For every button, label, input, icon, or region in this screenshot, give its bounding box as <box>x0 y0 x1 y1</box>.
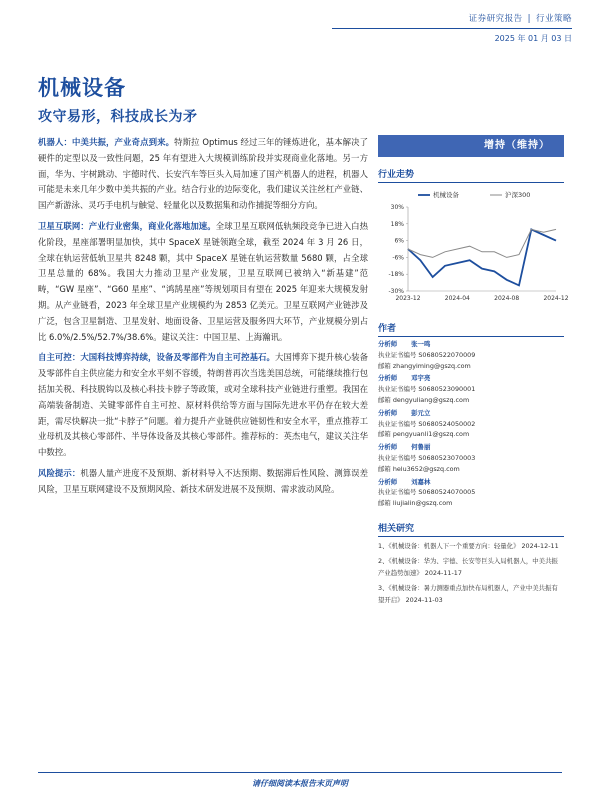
paragraph-body: 大国博弈下提升核心装备及零部件自主供应能力和安全水平刻不容缓，特朗普再次当选美国总统，可能继续推行包括加关税、科技脱钩以及核心科技卡脖子等政策，或对全球科技产业链进行重塑。我国在高端装备制造、关键零部件自主可控、原材料供给等方面与国际先进水平仍存在较大差距，需尽快解决一批“卡脖子”问题。着力提升产业链供应链韧性和安全水平，重点推荐工业母机及其核心零部件、半导体设备及其核心零部件。推荐标的：英杰电气，建议关注华中数控。 <box>38 352 369 458</box>
author-entry <box>378 408 564 442</box>
y-tick-label: -18% <box>388 271 404 279</box>
sidebar <box>378 135 569 606</box>
header-separator: | <box>527 14 531 24</box>
series-line <box>408 229 556 257</box>
report-category: 证券研究报告 <box>468 14 523 24</box>
author-cert: 执业证书编号 S0680524070005 <box>378 488 476 497</box>
paragraph-body: 机器人量产进度不及预期、新材料导入不达预期、数据滞后性风险、测算误差风险，卫星互联网建设不及预期风险、新技术研发进展不及预期、需求波动风险。 <box>38 467 369 494</box>
legend-label: 沪深300 <box>505 191 531 199</box>
author-name-line <box>378 339 564 350</box>
x-tick-label: 2024-04 <box>444 295 470 302</box>
author-entry <box>378 477 564 511</box>
paragraph-lead: 机器人：中美共振，产业奇点到来。 <box>38 137 175 147</box>
paragraph-satellite <box>38 219 368 345</box>
author-role: 分析师 <box>378 340 398 348</box>
footer-divider <box>38 772 562 773</box>
author-role: 分析师 <box>378 477 398 486</box>
x-tick-label: 2024-08 <box>494 295 520 302</box>
report-section: 行业策略 <box>535 14 572 24</box>
legend-label: 机械设备 <box>433 191 459 199</box>
paragraph-lead: 自主可控：大国科技博弈持续，设备及零部件为自主可控基石。 <box>38 352 275 363</box>
author-name: 邓宇亮 <box>411 374 431 383</box>
paragraph-self-reliance <box>38 350 368 461</box>
author-cert: 执业证书编号 S0680524050002 <box>378 419 476 428</box>
main-text-column <box>38 135 368 503</box>
author-cert: 执业证书编号 S0680523070003 <box>378 453 476 462</box>
author-name-line <box>378 477 564 488</box>
author-email[interactable]: 邮箱 helu3652@gszq.com <box>378 464 460 473</box>
industry-title: 机械设备 <box>38 76 126 100</box>
author-name: 彭元立 <box>411 408 431 417</box>
author-list <box>378 339 564 511</box>
rating-badge: 增持（维持） <box>378 135 564 157</box>
author-role: 分析师 <box>378 408 398 417</box>
paragraph-lead: 卫星互联网：产业行业密集，商业化落地加速。 <box>38 220 216 231</box>
report-date: 2025 年 01 月 03 日 <box>494 34 572 43</box>
footer-disclaimer: 请仔细阅读本报告末页声明 <box>252 779 348 788</box>
paragraph-lead: 风险提示： <box>38 467 81 478</box>
x-tick-label: 2023-12 <box>395 295 421 302</box>
paragraph-robots <box>38 135 368 214</box>
author-entry <box>378 442 564 476</box>
trend-chart-svg <box>378 187 569 311</box>
related-section-title: 相关研究 <box>378 521 564 537</box>
author-entry <box>378 339 564 373</box>
author-email[interactable]: 邮箱 dengyuliang@gszq.com <box>378 395 470 404</box>
author-email[interactable]: 邮箱 pengyuanli1@gszq.com <box>378 430 470 439</box>
related-research-item[interactable]: 2、《机械设备：华为、宇德、长安等巨头入局机器人，中美共振产业趋势加速》 2024-11-17 <box>378 556 558 577</box>
report-category-line <box>332 12 572 29</box>
x-tick-label: 2024-12 <box>543 295 569 302</box>
author-cert: 执业证书编号 S0680523090001 <box>378 385 476 394</box>
series-line <box>408 229 556 285</box>
paragraph-body: 全球卫星互联网低轨频段竞争已进入白热化阶段，星座部署明显加快，其中 SpaceX 星链领跑全球，截至 2024 年 3 月 26 日，全球在轨运营低轨卫星共 8248 颗，其中 SpaceX 星链在轨运营数量 5680 颗，占全球卫星总量的 68%。我国大力推动卫星产业发展，卫星互联网已被纳入“新基建”范畴，“GW 星座”、“G60 星座”、“鸿鹄星座”等规划项目有望在 2025 年迎来大规模发射期。从产业链看，2023 年全球卫星产业规模约为 2853 亿美元。卫星互联网产业链涉及广泛，包含卫星制造、卫星发射、地面设备、卫星运营及服务四大环节，产业规模分别占比 6.0%/2.5%/52.7%/38.6%。建议关注：中国卫星、上海瀚讯。 <box>38 220 369 342</box>
trend-chart <box>378 187 569 311</box>
report-header <box>332 12 572 44</box>
author-name: 张一鸣 <box>411 340 431 348</box>
author-name-line <box>378 408 564 419</box>
author-name-line <box>378 373 564 384</box>
report-subtitle: 攻守易形，科技成长为矛 <box>38 109 198 125</box>
y-tick-label: 6% <box>394 237 404 245</box>
author-email[interactable]: 邮箱 zhangyiming@gszq.com <box>378 361 471 370</box>
y-tick-label: -6% <box>392 254 404 262</box>
author-role: 分析师 <box>378 374 398 383</box>
related-research-item[interactable]: 1、《机械设备：机器人下一个重要方向：轻量化》 2024-12-11 <box>378 541 559 550</box>
authors-section-title: 作者 <box>378 321 564 337</box>
y-tick-label: 18% <box>390 220 404 228</box>
author-entry <box>378 373 564 407</box>
author-name: 刘嘉林 <box>411 477 431 486</box>
paragraph-risks <box>38 466 368 498</box>
paragraph-body: 特斯拉 Optimus 经过三年的锤炼进化，基本解决了硬件的定型以及一致性问题，25 年有望进入大规模训练阶段并实现商业化落地。另一方面，华为、宇树跳动、宇德时代、长安汽车等巨头入局加速了国产机器人的进程，机器人可能是未来几年少数中美共振的产业。结合行业的边际变化，我们建议关注丝杠产业链、国产新游泳、灵巧手电机与触觉、轻量化以及数据集和动作捕捉等细分方向。 <box>38 137 369 211</box>
related-research-list <box>378 540 564 606</box>
author-cert: 执业证书编号 S0680522070009 <box>378 350 476 359</box>
y-tick-label: 30% <box>390 204 404 211</box>
author-name: 何鲁丽 <box>411 443 431 452</box>
y-tick-label: -30% <box>388 288 404 295</box>
author-role: 分析师 <box>378 443 398 452</box>
related-research-item[interactable]: 3、《机械设备：暑力测器重点加快布局机器人，产业中美共振有望开启》 2024-11-03 <box>378 583 558 604</box>
trend-section-title: 行业走势 <box>378 167 564 183</box>
author-email[interactable]: 邮箱 liujialin@gszq.com <box>378 499 453 508</box>
author-name-line <box>378 442 564 453</box>
